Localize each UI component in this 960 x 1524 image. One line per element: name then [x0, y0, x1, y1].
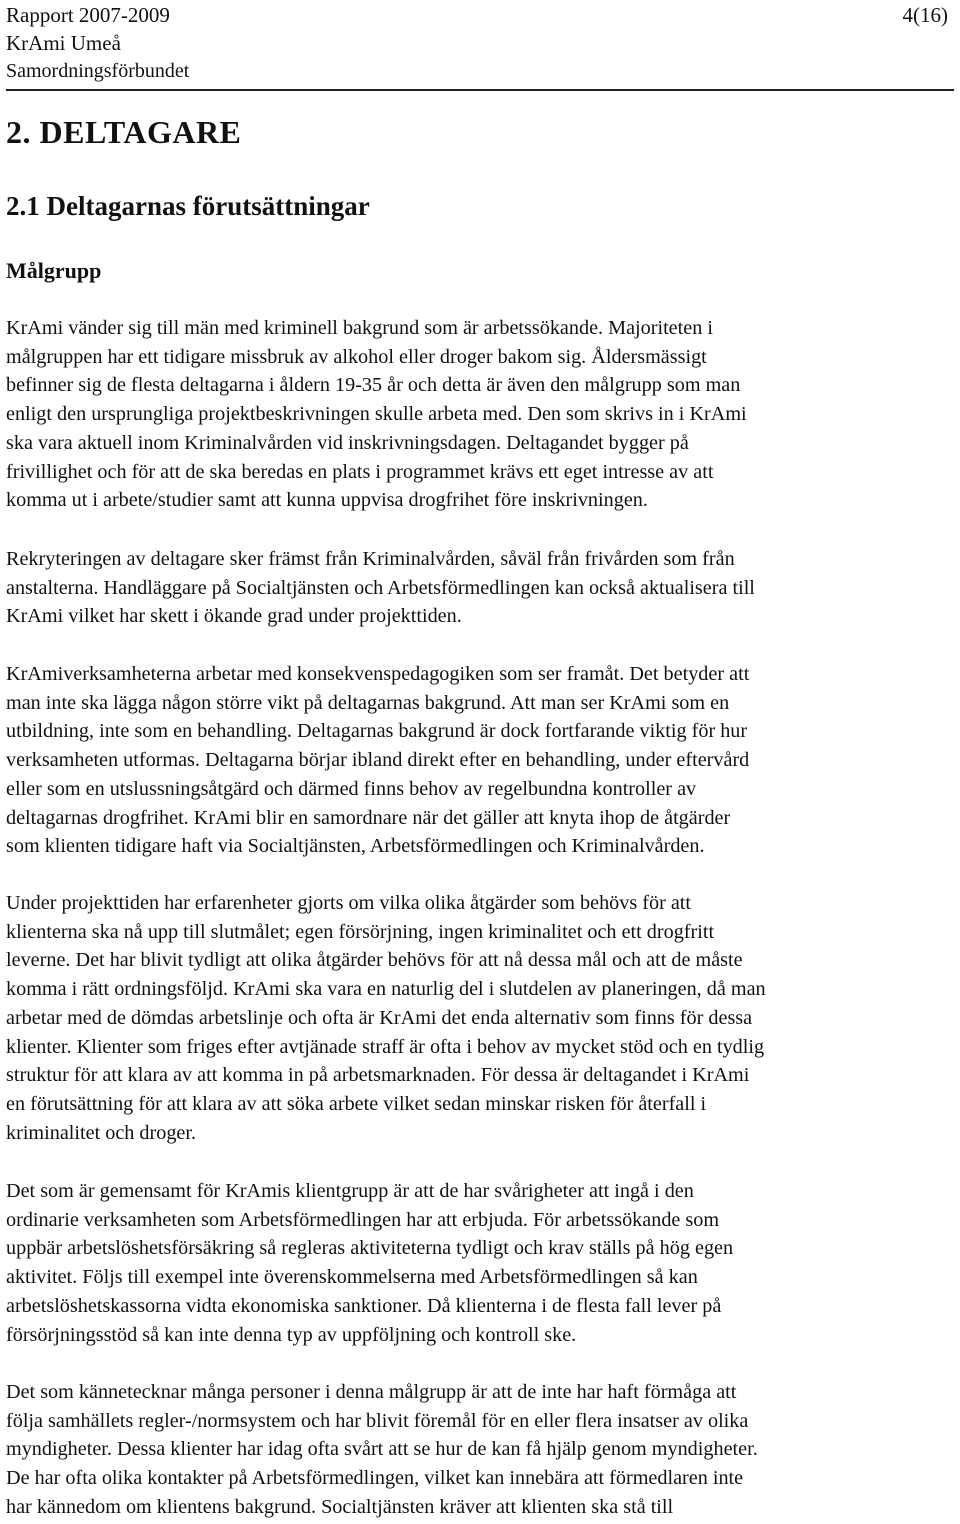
text-line: leverne. Det har blivit tydligt att olika åtgärder behövs för att nå dessa mål och att de måste [6, 949, 743, 972]
text-line: försörjningsstöd så kan inte denna typ av uppföljning och kontroll ske. [6, 1323, 577, 1346]
text-line: målgruppen har ett tidigare missbruk av alkohol eller droger bakom sig. Åldersmässigt [6, 345, 707, 368]
text-line: KrAmiverksamheterna arbetar med konsekvenspedagogiken som ser framåt. Det betyder att [6, 663, 750, 685]
text-line: man inte ska lägga någon större vikt på deltagarnas bakgrund. Att man ser KrAmi som en [6, 691, 730, 714]
text-line: har kännedom om klientens bakgrund. Socialtjänsten kräver att klienten ska stå till [6, 1495, 674, 1518]
page-header [6, 0, 954, 92]
text-line: KrAmi vänder sig till män med kriminell bakgrund som är arbetssökande. Majoriteten i [6, 317, 713, 339]
section-heading: 2.1 Deltagarnas förutsättningar [6, 191, 370, 221]
text-line: ordinarie verksamheten som Arbetsförmedlingen har att erbjuda. För arbetssökande som [6, 1208, 720, 1231]
paragraph-experiences [6, 889, 952, 1147]
text-line: Rekryteringen av deltagare sker främst från Kriminalvården, såväl från frivården som från [6, 548, 735, 570]
text-line: Det som är gemensamt för KrAmis klientgrupp är att de har svårigheter att ingå i den [6, 1180, 694, 1202]
text-line: eller som en utslussningsåtgärd och därmed finns behov av regelbundna kontroller av [6, 777, 697, 800]
header-organization: KrAmi Umeå [6, 31, 121, 55]
text-line: verksamheten utformas. Deltagarna börjar ibland direkt efter en behandling, under eftervård [6, 749, 750, 772]
text-line: kriminalitet och droger. [6, 1121, 197, 1144]
chapter-heading: 2. DELTAGARE [6, 114, 242, 150]
text-line: arbetslöshetskassorna vidta ekonomiska sanktioner. Då klienterna i de flesta fall lever på [6, 1294, 722, 1317]
paragraph-characteristics [6, 1378, 952, 1522]
text-line: uppbär arbetslöshetsförsäkring så regleras aktiviteterna tydligt och krav ställs på hög egen [6, 1237, 734, 1260]
text-line: en förutsättning för att klara av att söka arbete vilket sedan minskar risken för återfall i [6, 1092, 707, 1115]
page-number: 4(16) [902, 3, 948, 27]
text-line: komma i rätt ordningsföljd. KrAmi ska vara en naturlig del i slutdelen av planeringen, då man [6, 978, 766, 1001]
text-line: Det som kännetecknar många personer i denna målgrupp är att de inte har haft förmåga att [6, 1381, 737, 1403]
text-line: aktivitet. Följs till exempel inte överenskommelserna med Arbetsförmedlingen så kan [6, 1266, 698, 1289]
paragraph-common-traits [6, 1177, 952, 1349]
text-line: De har ofta olika kontakter på Arbetsförmedlingen, vilket kan innebära att förmedlaren inte [6, 1467, 744, 1490]
paragraph-target-group [6, 314, 952, 515]
text-line: anstalterna. Handläggare på Socialtjänsten och Arbetsförmedlingen kan också aktualisera till [6, 576, 755, 599]
text-line: struktur för att klara av att komma in på arbetsmarknaden. För dessa är deltagandet i KrAmi [6, 1064, 750, 1087]
text-line: Under projekttiden har erfarenheter gjorts om vilka olika åtgärder som behövs för att [6, 892, 692, 914]
text-line: befinner sig de flesta deltagarna i åldern 19-35 år och detta är även den målgrupp som man [6, 374, 741, 397]
text-line: arbetar med de dömdas arbetslinje och ofta är KrAmi det enda alternativ som finns för dessa [6, 1006, 753, 1029]
text-line: utbildning, inte som en behandling. Deltagarnas bakgrund är dock fortfarande viktig för hur [6, 720, 748, 743]
text-line: KrAmi vilket har skett i ökande grad under projekttiden. [6, 605, 462, 628]
text-line: enligt den ursprungliga projektbeskrivningen skulle arbeta med. Den som skrivs in i KrAmi [6, 403, 747, 426]
text-line: klienterna ska nå upp till slutmålet; egen försörjning, ingen kriminalitet och ett drogfritt [6, 920, 715, 943]
header-divider [6, 89, 954, 91]
text-line: som klienten tidigare haft via Socialtjänsten, Arbetsförmedlingen och Kriminalvården. [6, 835, 705, 858]
subsection-heading: Målgrupp [6, 258, 102, 283]
header-report-title: Rapport 2007-2009 [6, 3, 170, 27]
text-line: klienter. Klienter som friges efter avtjänade straff är ofta i behov av mycket stöd och en tydlig [6, 1035, 765, 1058]
paragraph-pedagogy [6, 660, 952, 861]
header-association: Samordningsförbundet [6, 60, 190, 82]
paragraph-recruitment [6, 545, 952, 631]
text-line: myndigheter. Dessa klienter har idag ofta svårt att se hur de kan få hjälp genom myndigheter. [6, 1438, 758, 1461]
text-line: ska vara aktuell inom Kriminalvården vid inskrivningsdagen. Deltagandet bygger på [6, 431, 689, 454]
text-line: komma ut i arbete/studier samt att kunna uppvisa drogfrihet före inskrivningen. [6, 489, 648, 512]
text-line: frivillighet och för att de ska beredas en plats i programmet krävs ett eget intresse av att [6, 460, 714, 483]
text-line: följa samhällets regler-/normsystem och har blivit föremål för en eller flera insatser av olika [6, 1409, 749, 1432]
text-line: deltagarnas drogfrihet. KrAmi blir en samordnare när det gäller att knyta ihop de åtgärder [6, 806, 731, 829]
